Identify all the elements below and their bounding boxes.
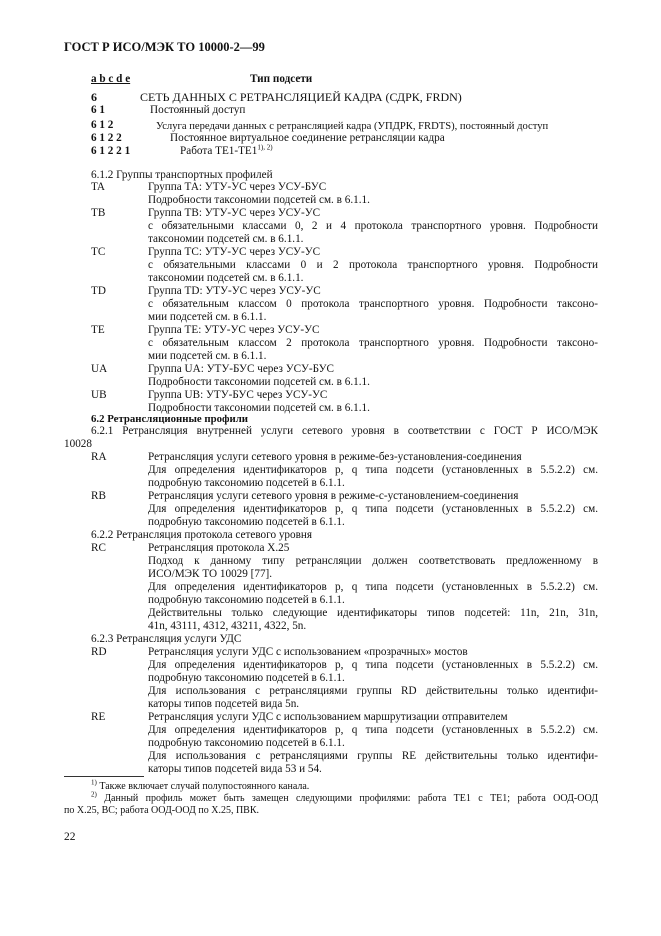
taxonomy-text-6: СЕТЬ ДАННЫХ С РЕТРАНСЛЯЦИЕЙ КАДРА (СДРК, FRDN) — [140, 90, 462, 104]
group-code-ua: UA — [91, 363, 108, 375]
taxonomy-text-6122: Постоянное виртуальное соединение ретрансляции кадра — [170, 132, 445, 144]
taxonomy-code-612: 6 1 2 — [91, 119, 114, 131]
relay-rc-line1: Ретрансляция протокола X.25 — [148, 542, 290, 554]
section-622-heading: 6.2.2 Ретрансляция протокола сетевого уровня — [91, 529, 313, 541]
relay-rc-line7: 41n, 43111, 4312, 43211, 4322, 5n. — [148, 620, 307, 632]
section-623-heading: 6.2.3 Ретрансляция услуги УДС — [91, 633, 242, 645]
group-ua-line2: Подробности таксономии подсетей см. в 6.1.1. — [148, 376, 370, 388]
relay-re-line1: Ретрансляция услуги УДС с использованием маршрутизации отправителем — [148, 711, 508, 723]
group-code-te: TE — [91, 324, 105, 336]
relay-rb-line3: подробную таксономию подсетей в 6.1.1. — [148, 516, 345, 528]
group-ub-line2: Подробности таксономии подсетей см. в 6.1.1. — [148, 402, 370, 414]
group-code-td: TD — [91, 285, 106, 297]
footnote-refs: 1), 2) — [257, 143, 273, 152]
taxonomy-text-61: Постоянный доступ — [150, 104, 246, 116]
group-te-line2: с обязательным классом 2 протокола транспортного уровня. Подробности таксоно- — [148, 337, 598, 349]
group-tc-line1: Группа ТС: УТУ-УС через УСУ-УС — [148, 246, 321, 258]
group-td-line1: Группа TD: УТУ-УС через УСУ-УС — [148, 285, 321, 297]
relay-rc-line4: Для определения идентификаторов p, q типа подсети (установленных в 5.5.2.2) см. — [148, 581, 598, 593]
footnote-2: $^{2)}$ Данный профиль может быть замещен следующими профилями: работа ТЕ1 с ТЕ1; работа ООД-ООД — [91, 790, 599, 804]
group-tc-line3: таксономии подсетей см. в 6.1.1. — [148, 272, 304, 284]
relay-rc-line6: Действительны только следующие идентификаторы типов подсетей: 11n, 21n, 31n, — [148, 607, 598, 619]
relay-rd-line3: подробную таксономию подсетей в 6.1.1. — [148, 672, 345, 684]
relay-code-rb: RB — [91, 490, 106, 502]
relay-rc-line5: подробную таксономию подсетей в 6.1.1. — [148, 594, 345, 606]
group-td-line2: с обязательным классом 0 протокола транспортного уровня. Подробности таксоно- — [148, 298, 598, 310]
group-code-ub: UB — [91, 389, 107, 401]
relay-rd-line1: Ретрансляция услуги УДС с использованием «прозрачных» мостов — [148, 646, 468, 658]
relay-code-ra: RA — [91, 451, 107, 463]
taxonomy-code-61221: 6 1 2 2 1 — [91, 145, 131, 157]
group-ub-line1: Группа UB: УТУ-БУС через УСУ-УС — [148, 389, 328, 401]
section-621-heading-cont: 10028 — [64, 438, 92, 450]
relay-code-rd: RD — [91, 646, 107, 658]
group-tb-line3: таксономии подсетей см. в 6.1.1. — [148, 233, 304, 245]
taxonomy-code-61: 6 1 — [91, 104, 105, 116]
relay-rc-line2: Подход к данному типу ретрансляции должен соответствовать предложенному в — [148, 555, 598, 567]
taxonomy-code-6122: 6 1 2 2 — [91, 132, 122, 144]
relay-rd-line4: Для использования с ретрансляциями группы RD действительны только идентифи- — [148, 685, 598, 697]
relay-re-line2: Для определения идентификаторов p, q типа подсети (установленных в 5.5.2.2) см. — [148, 724, 598, 736]
relay-re-line4: Для использования с ретрансляциями группы RE действительны только идентифи- — [148, 750, 598, 762]
relay-code-rc: RC — [91, 542, 106, 554]
page-number: 22 — [64, 831, 76, 843]
relay-code-re: RE — [91, 711, 106, 723]
taxonomy-code-6: 6 — [91, 90, 97, 104]
group-code-ta: TA — [91, 181, 106, 193]
group-tb-line2: с обязательными классами 0, 2 и 4 протокола транспортного уровня. Подробности — [148, 220, 598, 232]
taxonomy-text-61221: Работа $ТЕ1-ТЕ1^{1), 2)}$ — [180, 143, 273, 157]
document-header: ГОСТ Р ИСО/МЭК ТО 10000-2—99 — [64, 40, 265, 54]
relay-ra-line2: Для определения идентификаторов p, q типа подсети (установленных в 5.5.2.2) см. — [148, 464, 598, 476]
group-tc-line2: с обязательными классами 0 и 2 протокола транспортного уровня. Подробности — [148, 259, 598, 271]
relay-rd-line2: Для определения идентификаторов p, q типа подсети (установленных в 5.5.2.2) см. — [148, 659, 598, 671]
footnote-1: $^{1)}$ Также включает случай полупостоянного канала. — [91, 778, 310, 792]
group-ta-line1: Группа ТА: УТУ-УС через УСУ-БУС — [148, 181, 327, 193]
table-title: Тип подсети — [250, 73, 313, 85]
group-tb-line1: Группа ТВ: УТУ-УС через УСУ-УС — [148, 207, 321, 219]
taxonomy-text-612: Услуга передачи данных с ретрансляцией кадра (УПДРК, FRDTS), постоянный доступ — [156, 121, 549, 132]
group-td-line3: мии подсетей см. в 6.1.1. — [148, 311, 267, 323]
group-te-line3: мии подсетей см. в 6.1.1. — [148, 350, 267, 362]
footnote-2-cont: по X.25, ВС; работа ООД-ООД по X.25, ПВК. — [64, 805, 260, 816]
section-621-heading: 6.2.1 Ретрансляция внутренней услуги сетевого уровня в соответствии с ГОСТ Р ИСО/МЭК — [91, 425, 598, 437]
relay-rc-line3: ИСО/МЭК ТО 10029 [77]. — [148, 568, 273, 580]
section-62-heading: 6.2 Ретрансляционные профили — [91, 413, 248, 425]
relay-rd-line5: каторы типов подсетей вида 5n. — [148, 698, 300, 710]
relay-rb-line2: Для определения идентификаторов p, q типа подсети (установленных в 5.5.2.2) см. — [148, 503, 598, 515]
group-ua-line1: Группа UA: УТУ-БУС через УСУ-БУС — [148, 363, 335, 375]
footnote-separator — [64, 776, 144, 777]
relay-rb-line1: Ретрансляция услуги сетевого уровня в режиме-с-установлением-соединения — [148, 490, 519, 502]
table-columns-label: a b c d e — [91, 73, 131, 85]
relay-ra-line3: подробную таксономию подсетей в 6.1.1. — [148, 477, 345, 489]
relay-re-line5: каторы типов подсетей вида 53 и 54. — [148, 763, 322, 775]
group-code-tc: TC — [91, 246, 106, 258]
section-612-heading: 6.1.2 Группы транспортных профилей — [91, 169, 273, 181]
group-ta-line2: Подробности таксономии подсетей см. в 6.1.1. — [148, 194, 370, 206]
relay-re-line3: подробную таксономию подсетей в 6.1.1. — [148, 737, 345, 749]
relay-ra-line1: Ретрансляция услуги сетевого уровня в режиме-без-установления-соединения — [148, 451, 522, 463]
group-code-tb: TB — [91, 207, 106, 219]
group-te-line1: Группа ТЕ: УТУ-УС через УСУ-УС — [148, 324, 320, 336]
